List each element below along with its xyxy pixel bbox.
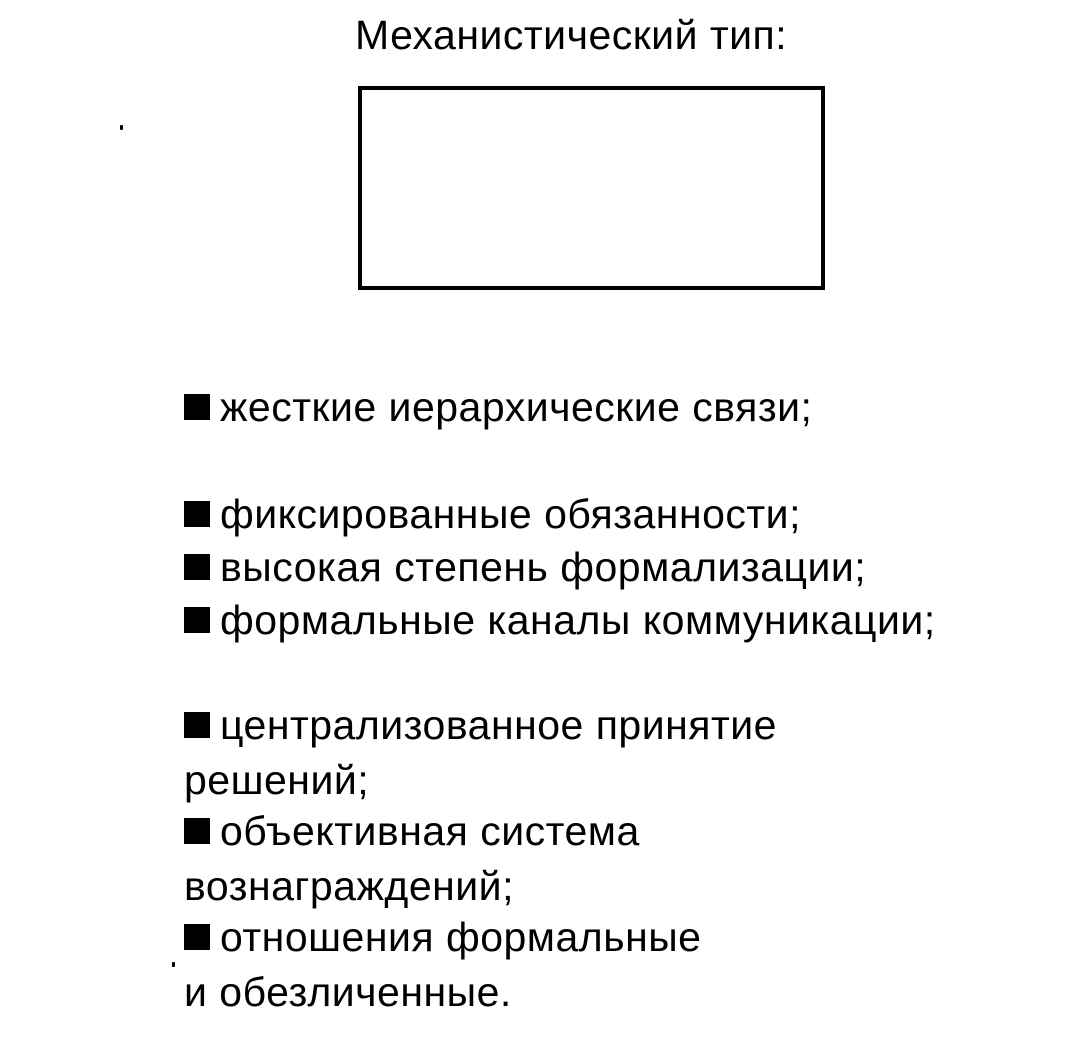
black-square-icon xyxy=(184,818,210,844)
list-item-text-continued: и обезличенные. xyxy=(184,969,512,1015)
list-item-text: формальные каналы коммуникации; xyxy=(220,597,936,643)
list-item xyxy=(184,804,640,914)
list-item xyxy=(184,540,866,595)
list-item xyxy=(184,910,701,1020)
black-square-icon xyxy=(184,712,210,738)
list-item-text: централизованное принятие xyxy=(220,702,777,748)
black-square-icon xyxy=(184,924,210,950)
black-square-icon xyxy=(184,501,210,527)
list-item-text-continued: решений; xyxy=(184,757,370,803)
empty-box xyxy=(358,86,825,290)
list-item xyxy=(184,593,936,648)
diagram-title: Механистический тип: xyxy=(355,12,788,58)
black-square-icon xyxy=(184,607,210,633)
list-item xyxy=(184,487,801,542)
list-item-text: объективная система xyxy=(220,808,640,854)
scan-speck xyxy=(120,125,123,130)
scan-speck xyxy=(172,962,175,967)
black-square-icon xyxy=(184,394,210,420)
black-square-icon xyxy=(184,554,210,580)
list-item-text: высокая степень формализации; xyxy=(220,544,867,590)
list-item-text: фиксированные обязанности; xyxy=(220,491,801,537)
list-item-text-continued: вознаграждений; xyxy=(184,863,514,909)
list-item xyxy=(184,380,812,435)
list-item-text: отношения формальные xyxy=(220,914,702,960)
list-item-text: жесткие иерархические связи; xyxy=(220,384,813,430)
list-item xyxy=(184,698,777,808)
